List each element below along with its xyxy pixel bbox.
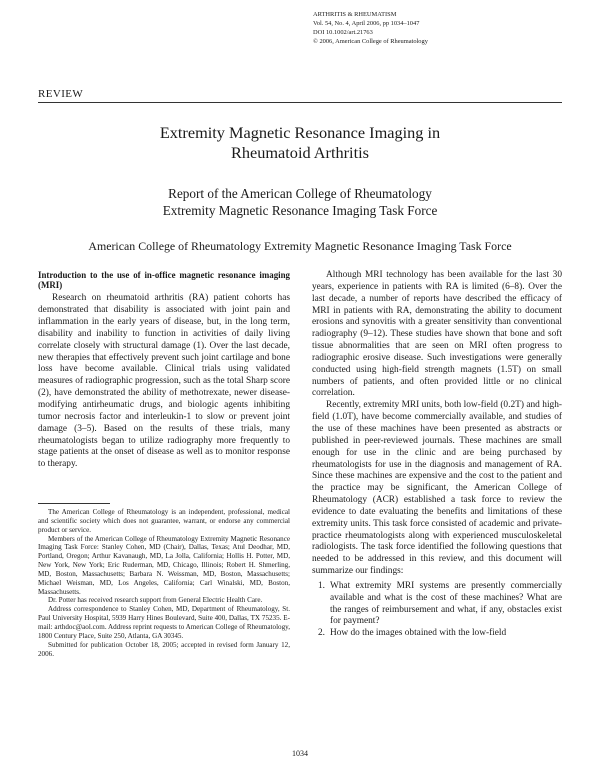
article-subtitle [38, 185, 562, 219]
footnote: The American College of Rheumatology is an independent, professional, medical and scientific society which does not guarantee, warrant, or endorse any commercial product or service. [38, 508, 290, 534]
page-number: 1034 [292, 749, 308, 758]
article-subtitle-line-1: Report of the American College of Rheumatology [168, 186, 432, 201]
section-label: REVIEW [38, 88, 84, 100]
section-heading: Introduction to the use of in-office magnetic resonance imaging (MRI) [38, 270, 290, 291]
question-list [312, 581, 562, 640]
left-column [38, 270, 290, 471]
author-line: American College of Rheumatology Extremity Magnetic Resonance Imaging Task Force [88, 239, 512, 253]
list-item-text: What extremity MRI systems are presently commercially available and what is the cost of these machines? What are the ranges of reimbursement and what, if any, obstacles exist for payment? [330, 580, 562, 627]
intro-paragraph: Research on rheumatoid arthritis (RA) patient cohorts has demonstrated that disability is associated with joint pain and inflammation in the early years of disease, but, in the long term, disability and inability to function in activities of daily living correlate closely with structural damage (1). Over the last decade, new therapies that effectively prevent such joint cartilage and bone loss have become available. Clinical trials using validated measures of radiographic progression, such as the total Sharp score (2), have demonstrated the ability of methotrexate, newer disease-modifying antirheumatic drugs, and biologic agents inhibiting tumor necrosis factor and interleukin-1 to slow or prevent joint damage (3–5). Based on the results of these trials, many rheumatologists began to utilize radiography more frequently to stage patients at the onset of disease as well as to monitor response to therapy. [38, 293, 290, 470]
list-item [312, 628, 562, 640]
section-divider [38, 102, 562, 103]
body-paragraph: Recently, extremity MRI units, both low-field (0.2T) and high-field (1.0T), have become commercially available, and studies of the use of these machines have been presented as abstracts or published in peer-reviewed journals. These machines are small enough for use in the clinic and are being purchased by rheumatologists for use in the diagnosis and management of RA. Since these machines are expensive and the cost to the patient and the practice may be significant, the American College of Rheumatology (ACR) established a task force to review the evidence to date evaluating the benefits and limitations of these extremity units. This task force consisted of academic and private-practice rheumatologists along with experienced musculoskeletal radiologists. The task force identified the following questions that needed to be addressed in this review, and this document will summarize our findings: [312, 400, 562, 577]
article-title-line-1: Extremity Magnetic Resonance Imaging in [159, 123, 441, 142]
footnote: Members of the American College of Rheumatology Extremity Magnetic Resonance Imaging Task Force: Stanley Cohen, MD (Chair), Dallas, Texas; Atul Deodhar, MD, Portland, Oregon; Arthur Kavanaugh, MD, La Jolla, California; Hollis H. Potter, MD, New York, New York; Eric Ruderman, MD, Chicago, Illinois; Robert H. Shmerling, MD, Boston, Massachusetts; Barbara N. Weissman, MD, Boston, Massachusetts; Michael Weisman, MD, Los Angeles, California; Carl Winalski, MD, Boston, Massachusetts. [38, 534, 290, 596]
journal-name: ARTHRITIS & RHEUMATISM [313, 11, 397, 18]
footnote: Address correspondence to Stanley Cohen, MD, Department of Rheumatology, St. Paul University Hospital, 5939 Harry Hines Boulevard, Suite 400, Dallas, TX 75235. E-mail: arthdoc@aol.com. Address reprint requests to American College of Rheumatology, 1800 Century Place, Suite 250, Atlanta, GA 30345. [38, 605, 290, 640]
list-item-text: How do the images obtained with the low-field [330, 628, 507, 639]
footnote: Dr. Potter has received research support from General Electric Health Care. [48, 596, 263, 605]
footnote: Submitted for publication October 18, 2005; accepted in revised form January 12, 2006. [38, 640, 290, 658]
list-item-number: 1. [318, 580, 326, 591]
journal-volume: Vol. 54, No. 4, April 2006, pp 1034–1047 [313, 20, 420, 27]
footnote-divider [38, 503, 110, 504]
list-item-number: 2. [318, 628, 326, 639]
article-title-line-2: Rheumatoid Arthritis [231, 143, 369, 162]
right-column [312, 270, 562, 640]
body-paragraph: Although MRI technology has been available for the last 30 years, experience in patients with RA is limited (6–8). Over the last decade, a number of reports have described the efficacy of MRI in patients with RA, demonstrating the ability to document erosions and synovitis with a greater sensitivity than conventional radiography (9–12). These studies have shown that bone and soft tissue abnormalities that are seen on MRI often progress to radiographic erosive disease. Such investigations were generally conducted using high-field strength magnets (1.5T) on small numbers of patients, and often provided little or no clinical correlation. [312, 270, 562, 399]
footnotes [38, 508, 290, 658]
list-item [312, 581, 562, 628]
article-title [38, 123, 562, 163]
article-subtitle-line-2: Extremity Magnetic Resonance Imaging Task Force [162, 203, 438, 218]
journal-header [313, 10, 563, 46]
journal-copyright: © 2006, American College of Rheumatology [313, 38, 428, 45]
journal-doi: DOI 10.1002/art.21763 [313, 29, 373, 36]
